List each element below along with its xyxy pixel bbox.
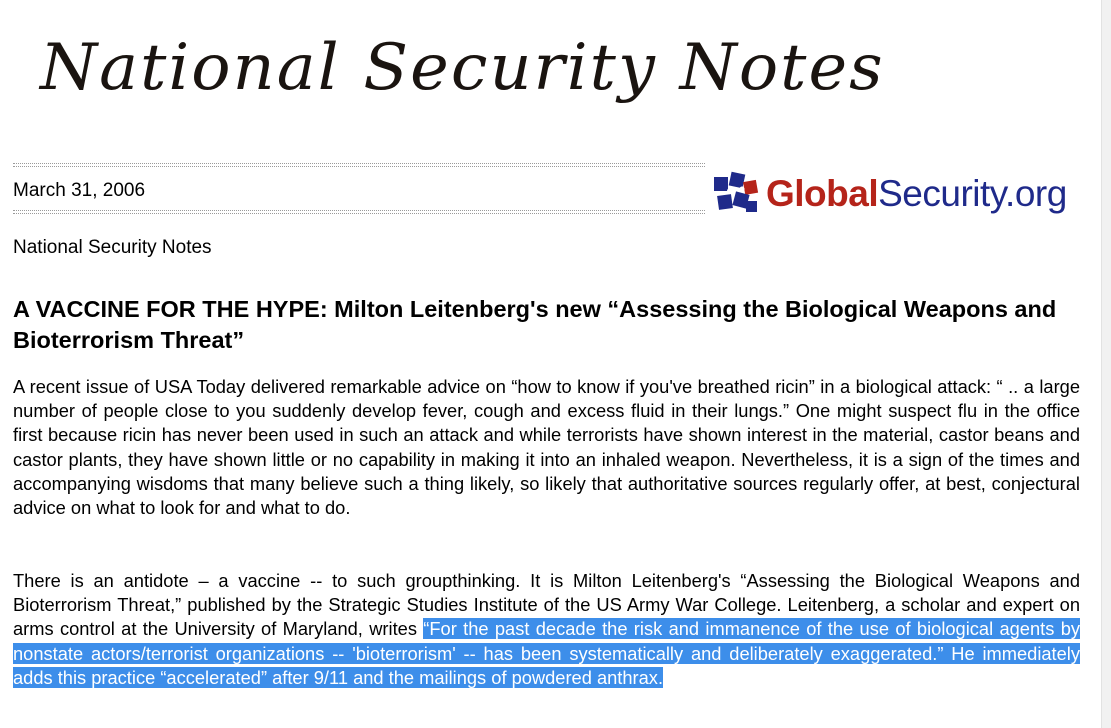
globalsecurity-logo[interactable] — [712, 168, 1072, 220]
logo-rest-text: Security.org — [878, 173, 1067, 214]
selected-text[interactable]: “For the past decade the risk and immanence of the use of biological agents by nonstate actors/terrorist organizations -- 'bioterrorism' -- has been systematically and deliberately exaggerated.” He immediately adds this practice “accelerated” after 9/11 and the mailings of powdered anthrax. — [13, 618, 1080, 688]
divider — [13, 213, 705, 214]
dateline — [13, 163, 705, 213]
article-date: March 31, 2006 — [13, 180, 146, 201]
divider — [13, 210, 705, 211]
globalsecurity-puzzle-icon — [712, 171, 760, 217]
paragraph-text: There is an antidote – a vaccine -- to such groupthinking. It is Milton Leitenberg's “Assessing the Biological Weapons and Bioterrorism Threat,” published by the Strategic Studies Institute of the US Army War College. Leitenberg, a scholar and expert on arms control at the University of Maryland, writes — [13, 570, 1080, 640]
article-paragraph — [13, 569, 1080, 690]
masthead-title: National Security Notes — [40, 31, 885, 105]
divider — [13, 166, 705, 167]
section-label: National Security Notes — [13, 237, 212, 258]
divider — [13, 163, 705, 164]
article-paragraph: A recent issue of USA Today delivered remarkable advice on “how to know if you've breathed ricin” in a biological attack: “ .. a large number of people close to you suddenly develop fever, cough and excess fluid in their lungs.” One might suspect flu in the office first because ricin has never been used in such an attack and while terrorists have shown interest in the material, castor beans and castor plants, they have shown little or no capability in making it into an inhaled weapon. Nevertheless, it is a sign of the times and accompanying wisdoms that many believe such a thing likely, so likely that authoritative sources regularly offer, at best, conjectural advice on what to look for and what to do. — [13, 376, 1080, 519]
article-headline: A VACCINE FOR THE HYPE: Milton Leitenberg's new “Assessing the Biological Weapons and Bioterrorism Threat” — [13, 296, 1057, 353]
logo-wordmark — [766, 171, 1067, 217]
masthead-banner — [40, 28, 885, 140]
scrollbar[interactable] — [1101, 0, 1111, 728]
logo-global-text: Global — [766, 173, 879, 214]
